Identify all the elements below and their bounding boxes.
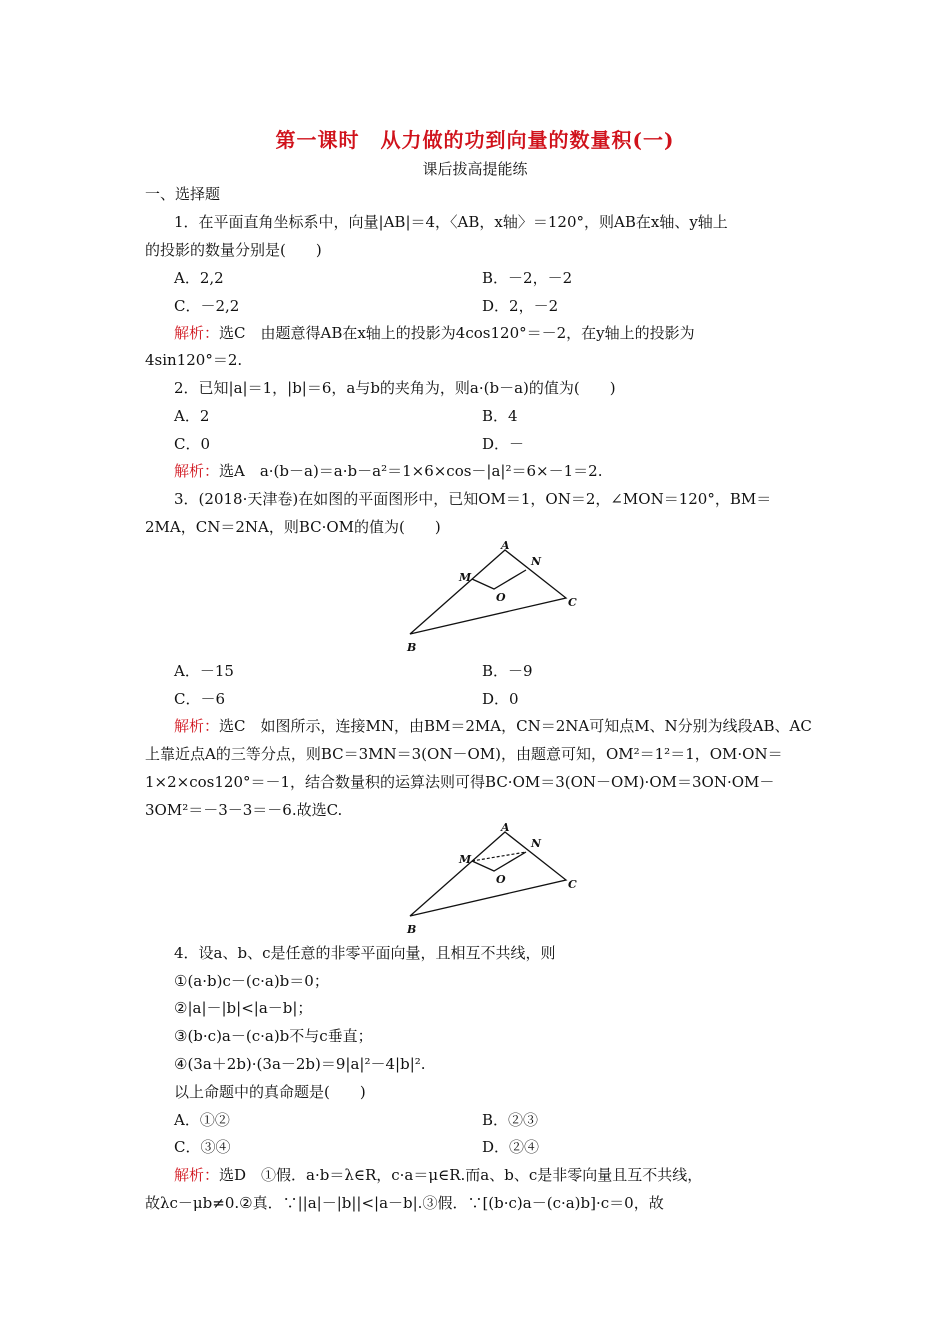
page-subtitle: 课后拔高提能练 [422, 160, 528, 178]
q3-answer-text: 选C 如图所示，连接MN，由BM＝2MA，CN＝2NA可知点M、N分别为线段AB、AC [219, 717, 812, 735]
label-b: B [407, 923, 417, 936]
q4-answer-text: 选D ①假．a·b＝λ∈R，c·a＝μ∈R.而a、b、c是非零向量且互不共线， [219, 1166, 703, 1184]
q1-answer-text: 选C 由题意得AB在x轴上的投影为4cos120°＝－2，在y轴上的投影为 [219, 324, 695, 342]
label-n: N [531, 555, 542, 568]
q4-option-d: D．②④ [482, 1138, 540, 1156]
q4-proposition-4: ④(3a＋2b)·(3a－2b)＝9|a|²－4|b|². [174, 1055, 426, 1073]
section-heading: 一、选择题 [145, 185, 221, 203]
q2-answer-line-1 [174, 461, 602, 481]
label-o: O [496, 873, 506, 886]
q3-stem-line-2: 2MA，CN＝2NA，则BC·OM的值为( ) [145, 518, 441, 536]
label-m: M [459, 571, 472, 584]
q2-option-c: C．0 [174, 435, 211, 453]
q1-answer-line-2: 4sin120°＝2. [145, 351, 243, 369]
answer-label: 解析： [174, 462, 220, 480]
q1-option-d: D．2，－2 [482, 297, 559, 315]
q4-option-b: B．②③ [482, 1111, 539, 1129]
q2-stem-line-1: 2．已知|a|＝1，|b|＝6，a与b的夹角为，则a·(b－a)的值为( ) [174, 379, 616, 397]
q4-answer-line-1 [174, 1165, 702, 1185]
answer-label: 解析： [174, 324, 220, 342]
label-c: C [568, 878, 577, 891]
q1-stem-line-1: 1．在平面直角坐标系中，向量|AB|＝4，〈AB，x轴〉＝120°，则AB在x轴、y轴上 [174, 213, 728, 231]
q4-option-c: C．③④ [174, 1138, 231, 1156]
q4-proposition-1: ①(a·b)c－(c·a)b＝0； [174, 972, 329, 990]
answer-label: 解析： [174, 717, 220, 735]
q3-option-d: D．0 [482, 690, 519, 708]
q2-option-a: A．2 [174, 407, 210, 425]
q1-option-c: C．－2,2 [174, 297, 240, 315]
q4-stem-line-2: 以上命题中的真命题是( ) [174, 1083, 366, 1101]
page-title: 第一课时 从力做的功到向量的数量积(一) [275, 128, 675, 152]
q3-stem-line-1: 3．(2018·天津卷)在如图的平面图形中，已知OM＝1，ON＝2，∠MON＝120°，BM＝ [174, 490, 772, 508]
label-c: C [568, 596, 577, 609]
q1-option-a: A．2,2 [174, 269, 224, 287]
q1-stem-line-2: 的投影的数量分别是( ) [145, 241, 322, 259]
q3-answer-figure [400, 820, 590, 938]
triangle-abc [410, 832, 566, 916]
q3-option-b: B．－9 [482, 662, 533, 680]
q4-option-a: A．①② [174, 1111, 230, 1129]
q4-answer-line-2: 故λc－μb≠0.②真．∵||a|－|b||<|a－b|.③假．∵[(b·c)a－(c·a)b]·c＝0，故 [145, 1194, 664, 1212]
triangle-abc [410, 550, 566, 634]
label-b: B [407, 641, 417, 654]
label-o: O [496, 591, 506, 604]
q2-option-b: B．4 [482, 407, 518, 425]
q4-proposition-2: ②|a|－|b|<|a－b|； [174, 999, 313, 1017]
label-n: N [531, 837, 542, 850]
q3-answer-line-4: 3OM²＝－3－3＝－6.故选C. [145, 801, 343, 819]
q3-answer-line-3: 1×2×cos120°＝－1，结合数量积的运算法则可得BC·OM＝3(ON－OM)·OM＝3ON·OM－ [145, 773, 775, 791]
q4-stem-line-1: 4．设a、b、c是任意的非零平面向量，且相互不共线，则 [174, 944, 556, 962]
answer-label: 解析： [174, 1166, 220, 1184]
label-m: M [459, 853, 472, 866]
label-a: A [501, 539, 510, 552]
q3-option-c: C．－6 [174, 690, 226, 708]
q4-proposition-3: ③(b·c)a－(c·a)b不与c垂直； [174, 1027, 373, 1045]
q2-option-d: D．－ [482, 435, 525, 453]
q3-figure [400, 538, 590, 656]
q2-answer-text: 选A a·(b－a)＝a·b－a²＝1×6×cos－|a|²＝6×－1＝2. [219, 462, 603, 480]
q1-answer-line-1 [174, 323, 695, 343]
q3-option-a: A．－15 [174, 662, 234, 680]
label-a: A [501, 821, 510, 834]
q1-option-b: B．－2，－2 [482, 269, 573, 287]
q3-answer-line-2: 上靠近点A的三等分点，则BC＝3MN＝3(ON－OM)，由题意可知，OM²＝1²＝1，OM·ON＝ [145, 745, 783, 763]
q3-answer-line-1 [174, 716, 812, 736]
